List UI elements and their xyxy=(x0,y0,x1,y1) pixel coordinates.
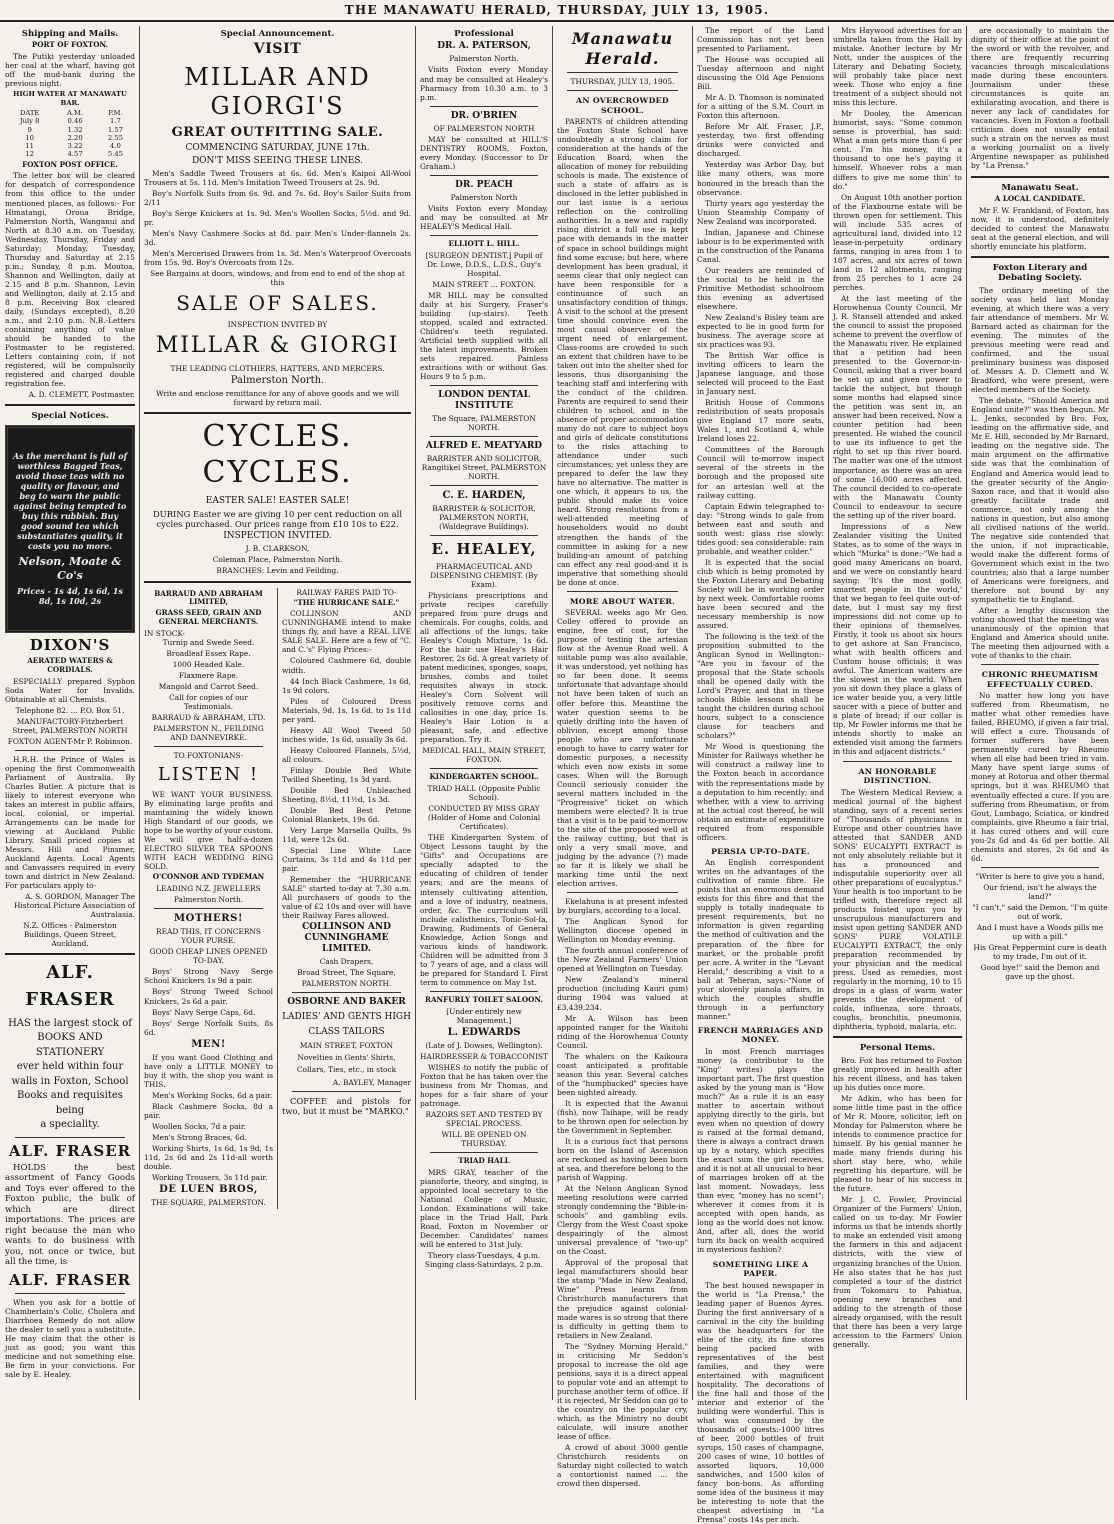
divider xyxy=(15,1137,125,1138)
listen: LISTEN ! xyxy=(144,764,273,786)
collinson-text: COLLINSON AND CUNNINGHAME intend to make things fly, and have a REAL LIVE SALE SALE. Here are a few of "C. and C.'s" Flying Prices:- xyxy=(282,609,411,654)
cycles-title: CYCLES. CYCLES. xyxy=(144,419,411,492)
firm-name: MILLAR & GIORGI xyxy=(144,333,411,360)
harden-sub: BARRISTER & SOLICITOR, PALMERSTON NORTH, (Waldegrave Buildings). xyxy=(420,504,548,531)
tide-cell: 2.20 xyxy=(54,134,96,142)
tide-cell: 1.7 xyxy=(96,117,135,125)
prince-text: H.R.H. the Prince of Wales is opening the first Commonwealth Parliament of Australia. By Charles Butler. A picture that is likely to interest everyone who takes an interest in public affairs, local, colonial, or imperial. Arrangements can be made for viewing at Auckland Public Library. Small priced copies at Messrs. Hill and Pinsmer, Auckland Agents. Local Agents and Canvassers required in every town and district in New Zealand. For particulars apply to- xyxy=(5,755,135,890)
divider xyxy=(430,535,538,536)
literary-text: The ordinary meeting of the society was held last Monday evening, at which there was a very fair attendance of members. Mr W. Barnard acted as chairman for the evening. The minutes of the previous meeting were read and confirmed, and the usual preliminary business was disposed of. Messrs A. D. Clemett and W. Bradford, who were present, were elected members of the Society. xyxy=(971,286,1109,394)
continued-text: are occasionally to maintain the dignity of their office at the point of the sword or with the revolver, and there are frequently recurring vacancies through miscalculations made during these encounters. Journalism under these circumstances is quite an exhilarating avocation, and there is never any lack of candidates for vacancies. Even in Foxton a football criticism does not usually entail such a strain on the nerves as must a working journalist on a lively Argentine newspaper as published by "La Prensa." xyxy=(971,26,1109,171)
news-item: The whalers on the Kaikoura coast anticipated a profitable season this year. Several catches of the "humpbacked" species have been sighted already. xyxy=(557,1052,688,1097)
barraud-sub: GRASS SEED, GRAIN AND GENERAL MERCHANTS. xyxy=(144,609,273,627)
news-item: Our readers are reminded of the social to be held in the Primitive Methodist schoolroom this evening as advertised elsewhere. xyxy=(697,266,824,311)
sale-title: GREAT OUTFITTING SALE. xyxy=(144,125,411,141)
barraud-firm: BARRAUD & ABRAHAM, LTD. xyxy=(144,713,273,722)
column-6 xyxy=(830,26,965,1400)
divider xyxy=(430,436,538,437)
divider xyxy=(430,385,538,386)
news-item: Mr A. Wilson has been appointed ranger for the Waitohi riding of the Horowhenua County Council. xyxy=(557,1014,688,1050)
list-item: Working Trousers, 3s 11d pair. xyxy=(144,1173,273,1182)
fraser-name: ALF. FRASER xyxy=(5,1142,135,1160)
table-row xyxy=(5,126,135,134)
clarkson: J. B. CLARKSON, xyxy=(144,544,411,553)
post-text: The letter box will be cleared for despatch of correspondence from this office to the under mentioned places, as follows:- For Himatangi, Oroua Bridge, Palmerston North, Wanganui and North at 8.30 a.m. on Tuesday, Wednesday, Thursday, Friday and Saturday; Monday, Tuesday, Thursday and Saturday at 2.15 p.m.; Sunday, 8 p.m. Moutoa, Shannon and Wellington, daily at 2.15 and 8 p.m. Shannon, Levin and Wellington, daily at 2.15 and 8 p.m. Receiving Box cleared daily, (Sundays excepted), 8.20 a.m., and 2.10 p.m. N.B.-Letters containing anything of value should be handed to the Postmaster to be registered. Letters containing coin, if not registered, will be compulsorily registered and charged double registration fee. xyxy=(5,171,135,388)
literary-title: Foxton Literary and Debating Society. xyxy=(971,263,1109,284)
prince-sign: A. S. GORDON, Manager The Historical Picture Association of Australasia. xyxy=(5,892,135,919)
kg-title: KINDERGARTEN SCHOOL. xyxy=(420,773,548,782)
fraser-books-ad xyxy=(5,960,135,1132)
list-item: Boys' Strong Navy Serge School Knickers 1s 9d a pair. xyxy=(144,967,273,985)
tide-table xyxy=(5,109,135,159)
railway-title: RAILWAY FARES PAID TO- xyxy=(282,588,411,597)
tide-cell: 5.45 xyxy=(96,150,135,158)
column-2 xyxy=(141,26,414,1400)
obrien-text: MAY be consulted at HILL'S DENTISTRY ROOMS, Foxton, every Monday. (Successor to Dr Graham.) xyxy=(420,135,548,171)
collinson-town: PALMERSTON NORTH. xyxy=(282,979,411,988)
list-item: Men's Strong Braces, 6d. xyxy=(144,1133,273,1142)
obrien: DR. O'BRIEN xyxy=(420,111,548,122)
meatyard-sub: BARRISTER AND SOLICITOR, Rangitikei Street, PALMERSTON NORTH. xyxy=(420,454,548,481)
news-item: On August 10th another portion of the Flaxbourne estate will be thrown open for settlement. This will include 535 acres of agricultural land, divided into 12 lease-in-perpetuity ordinary farms, ranging in area from 1 to 187 acres, and six acres of town land in 12 allotments, ranging from 25 perches to 1 acre 24 perches. xyxy=(833,193,962,292)
news-item: Indian, Japanese and Chinese labour is to be experimented with in the construction of the Panama Canal. xyxy=(697,228,824,264)
firm-town: Palmerston North. xyxy=(144,375,411,387)
poem-line: "I can't," said the Demon, "I'm quite out of work, xyxy=(971,903,1109,921)
news-item: The fourth annual conference of the New Zealand Farmers' Union opened at Wellington on Tuesday. xyxy=(557,946,688,973)
french-title: FRENCH MARRIAGES AND MONEY. xyxy=(697,1026,824,1045)
section-title: Professional xyxy=(420,29,548,39)
tide-cell: 10 xyxy=(5,134,54,142)
persia-text: An English correspondent writes on the advantages of the cultivation of ramie fibre. He points that an enormous demand exists for this fibre and that the supply is totally inadequate to present requirements, but no information is given regarding the method of cultivation and the preparation of the fibre for market, or the probable profit per acre. A writer in the "Levant Herald," describing a visit to a ball at Teheran, says:-"None of your slovenly pianola affairs, in which the couples shuffle through in a perfunctory manner." xyxy=(697,858,824,1021)
news-item: Mr Dooley, the American humorist, says: "Some common sense is proverbial, has said: What a man gets more than 6 per cent. I'm his money, it's a thousand to one he's paying it himself. Whoever robs a man differs to give me some thin' to do." xyxy=(833,109,962,190)
dixon-address: MANUFACTORY-Fitzherbert Street, PALMERSTON NORTH xyxy=(5,717,135,735)
fraser-line: BOOKS AND STATIONERY xyxy=(5,1031,135,1060)
triad-text: MRS GRAY, teacher of the pianoforte, theory, and singing, is appointed local secretary to the National College of Music, London. Examinations will take place in the Triad Hall, Park Road, Foxton in November or December. Candidates' names will be entered to 31st July. xyxy=(420,1168,548,1249)
dixon-agent: FOXTON AGENT-Mr P. Robinson. xyxy=(5,737,135,746)
rheumatism-title: CHRONIC RHEUMATISM EFFECTUALLY CURED. xyxy=(971,670,1109,689)
news-item: Mr J. C. Fowler, Provincial Organizer of the Farmers' Union, called on us to-day. Mr Fowler informs us that he intends shortly to make an extended visit among the farmers in this and adjacent districts, with the view of organizing branches of the Union. He also states that he has just completed a tour of the district from Tokomaru to Pahiatua, opening new branches and adding to the strength of those already organised, with the result that there has been a very large accession to the Farmers' Union generally. xyxy=(833,1195,962,1349)
list-item: Flaxmere Rape. xyxy=(144,671,273,680)
peach-text: Visits Foxton every Monday, and may be consulted at Mr HEALEY'S Medical Hall. xyxy=(420,204,548,231)
listen-text: WE WANT YOUR BUSINESS. By eliminating large profits and maintaining the widely known High Standard of our goods, we hope to be worthy of your custom. We will give half-a-dozen ELECTRO SILVER TEA SPOONS WITH EACH WEDDING RING SOLD. xyxy=(144,790,273,871)
divider xyxy=(430,1152,538,1153)
list-item: Mangold and Carrot Seed. xyxy=(144,682,273,691)
elliott-sub: [SURGEON DENTIST.] Pupil of Dr. Lowe, D.D.S., L.D.S., Guy's Hospital. xyxy=(420,251,548,278)
write: Write and enclose remittance for any of above goods and we will forward by return mail. xyxy=(144,389,411,407)
elliott: ELLIOTT L. HILL. xyxy=(420,240,548,249)
men: MEN! xyxy=(144,1039,273,1051)
news-item: A crowd of about 3000 gentle Christchurch residents on Saturday night collected to watch a contortionist named ... the crowd then dispersed. xyxy=(557,1443,688,1488)
elliott-text: MR HILL may be consulted daily at his Surgery, Fraser's building (up-stairs). Teeth stopped, scaled and extracted. Children's teeth regulated. Artificial teeth supplied with all the latest improvements. Broken sets repaired. Painless extractions with or without Gas. Hours 9 to 5 p.m. xyxy=(420,291,548,381)
tea-ad-text: As the merchant is full of worthless Bagged Teas, avoid those teas with no quality or flavour, and beg to warn the public against being tempted to buy this rubbish. Buy good sound tea which substantiates quality, it costs you no more. xyxy=(12,451,128,551)
news-item: The Anglican Synod for Wellington diocese opened in Wellington on Monday evening. xyxy=(557,917,688,944)
list-item: Double Bed Best Petone Colonial Blankets, 19s 6d. xyxy=(282,806,411,824)
fraser-line: a speciality. xyxy=(5,1118,135,1133)
dixon-title: DIXON'S xyxy=(5,636,135,654)
healey-address: MEDICAL HALL, MAIN STREET, FOXTON. xyxy=(420,746,548,764)
deluen: DE LUEN BROS, xyxy=(144,1184,273,1196)
news-item: It is expected that the Awanui (fish), now Taihape, will be ready to be thrown open for selection by the Government in September. xyxy=(557,1099,688,1135)
french-text: In most French marriages money (a contributor to the "King" writes) plays the important part. The first question asked by the young man is "How much?" As a rule it is an easy matter to ascertain without applying directly to the girls, but even when no question of dowry is raised at the formal demand, there is always a contract drawn up by a notary, which specifies the exact sum the girl receives, and it is not at all unusual to hear of marriages broken off at the last moment. Nowadays, less than ever, "money has no scent"; wherever it comes from it is accepted with open hands, as long as the world does not know. And, after all, does the world turn its back on wealth acquired in mysterious fashion? xyxy=(697,1047,824,1255)
firm-sub: THE LEADING CLOTHIERS, HATTERS, AND MERCERS. xyxy=(144,364,411,373)
commencing: COMMENCING SATURDAY, JUNE 17th. xyxy=(144,143,411,154)
section-title: Special Announcement. xyxy=(144,29,411,39)
dixon-tel: Telephone 82. ... P.O. Box 51. xyxy=(5,706,135,715)
collinson-sub: Cash Drapers, xyxy=(282,957,411,966)
column-rule xyxy=(692,26,693,1400)
dental-sub: The Square, PALMERSTON NORTH. xyxy=(420,414,548,432)
news-item: Ekelahuna is at present infested by burglars, according to a local. xyxy=(557,897,688,915)
column-rule xyxy=(552,26,553,1400)
obrien-town: OF PALMERSTON NORTH xyxy=(420,124,548,133)
list-item: Finlay Double Bed White Twilled Sheeting, 1s 3d yard. xyxy=(282,766,411,784)
poem-line: Our friend, isn't he always the land?" xyxy=(971,883,1109,901)
firm-name: MILLAR AND GIORGI'S xyxy=(144,63,411,122)
tea-ad-prices: Prices - 1s 4d, 1s 6d, 1s 8d, 1s 10d, 2s xyxy=(12,586,128,606)
table-row xyxy=(5,150,135,158)
men-text: If you want Good Clothing and have only a LITTLE MONEY to buy it with, the shop you want is THIS. xyxy=(144,1053,273,1089)
divider xyxy=(567,90,678,91)
news-item: Committees of the Borough Council will to-morrow inspect several of the streets in the borough and the proposed site for an artesian well at the railway cutting. xyxy=(697,445,824,499)
column-rule xyxy=(277,588,278,1210)
kg-sub: TRIAD HALL (Opposite Public School). xyxy=(420,784,548,802)
coffee: COFFEE and pistols for two, but it must be "MARKO." xyxy=(282,1096,411,1117)
column-7 xyxy=(968,26,1112,1400)
news-item: The House was occupied all Tuesday afternoon and night discussing the Old Age Pensions Bill. xyxy=(697,55,824,91)
divider xyxy=(981,664,1099,665)
fraser-line: ever held within four xyxy=(5,1060,135,1075)
kg-text: THE Kindergarten System of Object Lessons taught by the "Gifts" and Occupations are specially adapted to the educating of children of tender years; and are the means of intensely cultivating attention, and a love of industry, neatness, order, &c. The curriculum will include calisthenics, Tonic-Sol-fa, Drawing, Rudiments of General Knowledge, Action Songs and various kinds of handiwork. Children will be admitted from 3 to 7 years of age, and a class will be prepared for Standard I. First term to commence on May 1st. xyxy=(420,833,548,987)
news-item: Impressions of a New Zealander visiting the United States, as to some of the ways in which "Murka" is done:-"We had a good many Americans on board, and we were on constantly heard saying: 'It's the most godly, smartest people in the world,' that we began to feel quite out-of-date, but I must say my first impressions did not come up to their opinions of themselves. Firstly, it took us about six hours to get ashore at San Francisco, what with health officers and Custom house officials; it was awful. The American waiters are the slowest in the world. When you sit down they place a glass of ice water beside you, a very little saucer with a piece of butter and a plate of bread; if our collar is tip, Mr Fowler informs me that he intends shortly to make an extended visit among the farmers in this and adjacent districts." xyxy=(833,522,962,757)
divider xyxy=(15,1293,125,1294)
edwards-sub: (Late of J. Dowses, Wellington). xyxy=(420,1041,548,1050)
dixon-sub: AERATED WATERS & CORDIALS. xyxy=(5,657,135,675)
sale-of-sales: SALE OF SALES. xyxy=(144,291,411,315)
divider xyxy=(154,746,263,747)
post-sign: A. D. CLEMETT, Postmaster. xyxy=(5,390,135,399)
fraser-line: HAS the largest stock of xyxy=(5,1017,135,1032)
peach: DR. PEACH xyxy=(420,180,548,191)
elliott-address: MAIN STREET ... FOXTON. xyxy=(420,280,548,289)
seat-sub: A LOCAL CANDIDATE. xyxy=(971,195,1109,204)
col2-lower xyxy=(144,588,411,1210)
paper-date: THURSDAY, JULY 13, 1905. xyxy=(557,77,688,86)
column-3 xyxy=(417,26,551,1400)
col2-lower-right xyxy=(282,588,411,1210)
bayley: A. BAYLEY, Manager xyxy=(282,1078,411,1087)
list-item: Special Line White Lace Curtains, 3s 11d and 4s 11d per pair. xyxy=(282,846,411,873)
tide-cell: 3.22 xyxy=(54,142,96,150)
column-1 xyxy=(2,26,138,1400)
tide-cell: 4.57 xyxy=(54,150,96,158)
cheap-lines: GOOD CHEAP LINES OPENED TO-DAY. xyxy=(144,947,273,965)
divider xyxy=(971,176,1109,178)
sale-line: Boy's Norfolk Suits from 6s. 9d. and 7s. 6d. Boy's Sailor Suits from 2/11 xyxy=(144,189,411,207)
list-item: Woollen Socks, 7d a pair. xyxy=(144,1122,273,1131)
healey-text: Physicians prescriptions and private recipes carefully prepared from pure drugs and chemicals. For coughs, colds, and all affections of the lungs, take Healey's Cough Mixture, 1s 6d. For the hair use Healey's Hair Restorer, 2s 6d. A great variety of patent medicines, sponges, soaps, brushes, combs and toilet requisites always in stock. Healey's Corn Solvent will positively remove corns and callosities in one day, price 1s. Healey's Hair Lotion is a pleasant, safe, and effective preparation. Try it. xyxy=(420,591,548,745)
divider xyxy=(833,1036,962,1038)
inspection: INSPECTION INVITED BY xyxy=(144,320,411,329)
healey-sub: PHARMACEUTICAL AND DISPENSING CHEMIST. (By Exam). xyxy=(420,562,548,589)
oconnor-sub: LEADING N.Z. JEWELLERS xyxy=(144,884,273,893)
tide-cell: 9 xyxy=(5,126,54,134)
tide-cell: 4.0 xyxy=(96,142,135,150)
oconnor-town: Palmerston North. xyxy=(144,895,273,904)
peach-town: Palmerston North xyxy=(420,193,548,202)
poem-line: Good bye!" said the Demon and gave up the ghost. xyxy=(971,963,1109,981)
deluen-sub: THE SQUARE, PALMERSTON. xyxy=(144,1198,273,1207)
paterson-town: Palmerston North. xyxy=(420,54,548,63)
bargains: See Bargains at doors, windows, and from end to end of the shop at this xyxy=(144,269,411,287)
news-item: The British War office is inviting officers to learn the Japanese language, and those selected will proceed to the East in January next. xyxy=(697,351,824,396)
osborne-note: Novelties in Gents' Shirts, Collars, Ties, etc., in stock xyxy=(282,1052,411,1076)
column-rule xyxy=(415,26,416,1400)
tide-cell: 12 xyxy=(5,150,54,158)
news-item: Mrs Haywood advertises for an umbrella taken from the Hall by mistake. Another lecture by Mr Nott, under the auspices of the Literary and Debating Society, will probably take place next week. Those who enjoy a fine treatment of a subject should not miss this lecture. xyxy=(833,26,962,107)
literary-text: The debate, "Should America and England unite?" was then begun. Mr L. Jenks, seconded by Bro. Fox, leading on the affirmative side, and Mr E. Hill, seconded by Mr Barnard, leading on the negative side. The main argument on the affirmative side was that the combination of England and America would lead to the greater security of the Anglo-Saxon race, and that it would also greatly facilitate trade and commerce, not only among the nations in question, but also among all civilised nations of the world. The negative side contended that the union, if not impracticable, would make the different forms of Government which exist in the two countries; also that a large number of Americans were foreigners, and therefore not bound by any sympathetic tie to England. xyxy=(971,396,1109,604)
list-item: Boys' Serge Norfolk Suits, 8s 6d. xyxy=(144,1019,273,1037)
triad-class: Theory class-Tuesdays, 4 p.m. Singing class-Saturdays, 2 p.m. xyxy=(420,1251,548,1269)
collinson-address: Broad Street, The Square, xyxy=(282,968,411,977)
divider xyxy=(5,404,135,406)
barraud-stock: IN STOCK- xyxy=(144,629,273,638)
branches: BRANCHES: Levin and Feilding. xyxy=(144,566,411,575)
paper-name: Manawatu Herald. xyxy=(557,29,688,68)
divider xyxy=(430,106,538,107)
list-item: Black Cashmere Socks, 8d a pair. xyxy=(144,1102,273,1120)
tea-ad-brand: Nelson, Moate & Co's xyxy=(12,555,128,583)
poem-line: And I must have a Woods pills me up with a pill." xyxy=(971,923,1109,941)
foxtonians: TO FOXTONIANS- xyxy=(144,751,273,760)
fraser-line: Books and requisites being xyxy=(5,1089,135,1118)
news-item: Mr A. D. Thomson is nominated for a sitting of the S.M. Court in Foxton this afternoon. xyxy=(697,93,824,120)
column-rule xyxy=(139,26,140,1400)
seat-title: Manawatu Seat. xyxy=(971,183,1109,193)
sale-line: Men's Navy Cashmere Socks at 8d. pair Men's Under-flannels 2s. 3d. xyxy=(144,229,411,247)
mothers-text: READ THIS, IT CONCERNS YOUR PURSE. xyxy=(144,927,273,945)
dont-miss: DON'T MISS SEEING THESE LINES. xyxy=(144,156,411,167)
list-item: Working Shirts, 1s 6d, 1s 9d, 1s 11d, 2s 6d and 2s 11d-all worth double. xyxy=(144,1144,273,1171)
tide-header-row xyxy=(5,109,135,117)
collinson-note: Remember the "HURRICANE SALE" started to-day at 7.30 a.m. All purchasers of goods to the value of £2 10s and over will have their Railway Fares allowed. xyxy=(282,875,411,920)
divider xyxy=(430,175,538,176)
tide-cell: July 8 xyxy=(5,117,54,125)
distinction-text: The Western Medical Review, a medical journal of the highest standing, says of a recent series of "Thousands of physicians in Europe and other countries have attested that SANDER AND SONS' EUCALYPTI EXTRACT is not only absolutely reliable but it has a pronounced and indisputable superiority over all other preparations of eucalyptus." Your health is too important to be trifled with, therefore reject all products foisted upon you by unscrupulous manufacturers and insist upon getting SANDER AND SONS' PURE VOLATILE EUCALYPTI EXTRACT, the only preparation recommended by your physician and the medical press. Used as remedies, most regularly in the morning, 10 to 15 drops in a glass of warm water prevents the development of colds, influenza, sore throats, coughs, bronchitis, pneumonia, diphtheria, typhoid, malaria, etc. xyxy=(833,788,962,1032)
news-item: It is expected that the social club which is being promoted by the Foxton Literary and Debating Society will be in working order by next week. Comfortable rooms have been secured and the necessary membership is now assured. xyxy=(697,558,824,630)
barraud-title: BARRAUD AND ABRAHAM LIMITED, xyxy=(144,590,273,608)
divider xyxy=(567,72,678,73)
paper-title: SOMETHING LIKE A PAPER. xyxy=(697,1260,824,1279)
news-item: Bro. Fox has returned to Foxton greatly improved in health after his recent illness, and has taken up his duties once more. xyxy=(833,1056,962,1092)
table-row xyxy=(5,117,135,125)
list-item: Double Bed Unbleached Sheeting, 8½d, 11½d, 1s 3d. xyxy=(282,786,411,804)
divider xyxy=(15,750,125,751)
news-item: New Zealand's mineral production (including Kauri gum) during 1904 was valued at £3,439,234. xyxy=(557,975,688,1011)
hairdresser: HAIRDRESSER & TOBACCONIST xyxy=(420,1052,548,1061)
masthead xyxy=(0,0,1114,22)
barraud-call: Call for copies of our Testimonials. xyxy=(144,693,273,711)
list-item: Turnip and Swede Seed. xyxy=(144,638,273,647)
clarkson-address: Coleman Place, Palmerston North. xyxy=(144,555,411,564)
oconnor: O'CONNOR AND TYDEMAN xyxy=(144,873,273,882)
list-item: Heavy All Wool Tweed 50 inches wide, 1s 6d, usually 3s 6d. xyxy=(282,726,411,744)
news-item: Mr Adkin, who has been for some little time past in the office of Mr R. Moore, solicitor, left on Monday for Palmerston where he intends to commence practice for himself. By his genial manner he made many friends during his short stay here, who, while regretting his departure, will be pleased to hear of his success in the future. xyxy=(833,1094,962,1193)
divider xyxy=(843,761,952,762)
poem-line: His Great Peppermint cure is death to my trade, I'm out of it. xyxy=(971,943,1109,961)
news-item: New Zealand's Bisley team are expected to be in good form for business. The average score at six practices was 93. xyxy=(697,313,824,349)
hurricane: "THE HURRICANE SALE." xyxy=(282,599,411,608)
osborne: OSBORNE AND BAKER xyxy=(282,997,411,1008)
fraser-name: ALF. FRASER xyxy=(5,960,135,1012)
easter: EASTER SALE! EASTER SALE! xyxy=(144,496,411,507)
visit-heading: VISIT xyxy=(144,41,411,58)
persia-title: PERSIA UP-TO-DATE. xyxy=(697,847,824,857)
mothers: MOTHERS! xyxy=(144,913,273,925)
healey: E. HEALEY, xyxy=(420,540,548,558)
divider xyxy=(567,591,678,592)
divider xyxy=(430,235,538,236)
sale-line: Boy's Serge Knickers at 1s. 9d. Men's Woollen Socks, 5½d. and 9d. pr. xyxy=(144,209,411,227)
divider xyxy=(971,256,1109,258)
water-text: SEVERAL weeks ago Mr Geo. Colley offered to provide an engine, free of cost, for the purpose of testing the artesian flow at the Avenue Road well. A suitable pump was also available, it was understood, yet nothing has so far been done. It seems unfortunate that advantage should not have been taken of such an offer before this. Meantime the water question seems to be quietly drifting into the haven of oblivion, except among those people who are unfortunate enough to have to carry water for domestic purposes, a necessity which even now exists in some cases. When will the Borough Council seriously consider the several matters included in the "Progressive" ticket on which members were elected? It is true that a visit is to be paid to-morrow to the site of the proposed well at the railway cutting, but that is only a very small move, and judging by the advance (?) made so far it is likely we shall be marking time until the next election arrives. xyxy=(557,608,688,888)
news-item: Approval of the proposal that legal manufacturers should bear the stamp "Made in New Zealand, Wine" Press learns from Christchurch manufacturers that the prejudice against colonial-made wares is so strong that there is difficulty in getting them to retailers in New Zealand. xyxy=(557,1258,688,1339)
razors: RAZORS SET AND TESTED BY SPECIAL PROCESS. xyxy=(420,1110,548,1128)
news-item: Captain Edwin telegraphed to-day: "Strong winds to gale from between east and south and south west: glass rise slowly: tides good: sea considerable: rain probable, and weather colder." xyxy=(697,502,824,556)
divider xyxy=(292,1091,401,1092)
list-item: Heavy Coloured Flannels, 5½d, all colours. xyxy=(282,746,411,764)
ranfurly: RANFURLY TOILET SALOON. xyxy=(420,996,548,1005)
edwards: L. EDWARDS xyxy=(420,1027,548,1039)
list-item: Men's Working Socks, 6d a pair. xyxy=(144,1091,273,1100)
collinson-name: COLLINSON AND CUNNINGHAME LIMITED. xyxy=(282,922,411,955)
tide-cell: 2.55 xyxy=(96,134,135,142)
section-title: Shipping and Mails. xyxy=(5,29,135,39)
divider xyxy=(154,908,263,909)
osborne-sub: LADIES' AND GENTS HIGH CLASS TAILORS xyxy=(282,1010,411,1039)
list-item: Broadleaf Essex Rape. xyxy=(144,649,273,658)
divider xyxy=(981,867,1099,868)
kg-conducted: CONDUCTED BY MISS GRAY (Holder of Home and Colonial Certificates). xyxy=(420,804,548,831)
column-rule xyxy=(828,26,829,1400)
news-item: British House of Commons redistribution of seats proposals give England 17 more seats, Wales 1, and Scotland 4, while Ireland loses 22. xyxy=(697,398,824,443)
list-item: Boys' Navy Serge Caps, 6d. xyxy=(144,1008,273,1017)
column-rule xyxy=(966,26,967,1400)
list-item: 44 Inch Black Cashmere, 1s 6d, 1s 9d colors. xyxy=(282,677,411,695)
literary-text: After a lengthy discussion the voting showed that the meeting was unanimously of the opinion that England and America should unite. The meeting then adjourned with a vote of thanks to the chair. xyxy=(971,606,1109,660)
tide-header: A.M. xyxy=(54,109,96,117)
fraser-fancy-text: HOLDS the best assortment of Fancy Goods and Toys ever offered to the Foxton public, the bulk of which are direct importations. The prices are right because the man who wants to do business with you, not once or twice, but all the time, is xyxy=(5,1163,135,1268)
divider xyxy=(144,581,411,583)
divider xyxy=(567,892,678,893)
section-title: Special Notices. xyxy=(5,411,135,421)
list-item: Piles of Coloured Dress Materials, 9d, 1s, 1s 6d, to 1s 11d per yard. xyxy=(282,697,411,724)
list-item: Boys' Strong Tweed School Knickers, 2s 6d a pair. xyxy=(144,987,273,1005)
port-title: PORT OF FOXTON. xyxy=(5,41,135,50)
column-5 xyxy=(694,26,827,1400)
cycles-inspection: INSPECTION INVITED. xyxy=(144,531,411,542)
masthead-title: THE MANAWATU HERALD, THURSDAY, JULY 13, 1905. xyxy=(345,3,769,18)
divider xyxy=(144,412,411,414)
opened: WILL BE OPENED ON THURSDAY. xyxy=(420,1130,548,1148)
tide-cell: 1.57 xyxy=(96,126,135,134)
cycles-text: DURING Easter we are giving 10 per cent reduction on all cycles purchased. Our prices range from £10 10s to £22. xyxy=(144,509,411,530)
col2-lower-left xyxy=(144,588,273,1210)
poem-line: "Writer is here to give you a hand, xyxy=(971,872,1109,881)
divider xyxy=(292,992,401,993)
fraser-sign: ALF. FRASER xyxy=(5,1271,135,1289)
chamberlain-text: When you ask for a bottle of Chamberlain's Colic, Cholera and Diarrhoea Remedy do not allow the dealer to sell you a substitute. He may claim that the other is just as good; you want this medicine and not something else. Be firm in your convictions. For sale by E. Healey. xyxy=(5,1298,135,1379)
fraser-line: walls in Foxton, School xyxy=(5,1075,135,1090)
triad: TRIAD HALL xyxy=(420,1157,548,1166)
paper-text: The best housed newspaper in the world is "La Prensa," the leading paper of Buenos Ayres. During the first anniversary of a carnival in the city the building was the headquarters for the elite of the city, its fine stores being packed with representatives of the best families, and they were entertained with magnificent hospitality. The decorations of the fine hall and those of the interior and exterior of the building were wonderful. This is what was consumed by the thousands of guests:-1000 litres of beer, 2000 bottles of fruit syrups, 150 cases of champagne, 200 cases of wine, 10 bottles of assorted liquors, 10,000 sandwiches, and 1500 kilos of fancy bon-bons. As affording some idea of the business it may be interesting to note that the cheapest advertising in "La Prensa" costs 14s per inch. xyxy=(697,1281,824,1524)
post-title: FOXTON POST OFFICE. xyxy=(5,161,135,170)
tea-advertisement xyxy=(5,425,135,633)
harden: C. E. HARDEN, xyxy=(420,490,548,502)
edwards-text: WISHES to notify the public of Foxton that he has taken over the business from Mr Thomas, and hopes for a fair share of your patronage. xyxy=(420,1063,548,1108)
editorial-text: PARENTS of children attending the Foxton State School have undoubtedly a strong claim for consideration at the hands of the Education Board, when the allocation of money for rebuilding schools is made. The existence of such a state of affairs as is disclosed in the letter published in our last issue is a serious reflection on the controlling authorities. In a new and rapidly rising district a full use is kept pace with demands in the matter of space in school buildings might find some excuse; but here, where development has been gradual, it seems clear that only neglect can have been responsible for a continuance of such an unsatisfactory condition of things. A visit to the school at the present time should convince even the most casual observer of the urgent need of enlargement. Class-rooms are crowded to such an extent that children have to be taken out into the shelter shed for lessons, thus disorganising the teaching staff and interfering with the conduct of the children. Parents are required to send their children to school, and in the absence of proper accommodation many do not care to subject boys and girls of delicate constitutions to the risks attaching to attendance under such circumstances; yet unless they are prepared to defer the law they have no alternative. The matter is one which, it appears to us, the public should make its voice heard. Strong resolutions from a well-attended meeting of householders would no doubt strengthen the hands of the committee in asking for a new building-an amount of patching can effect any real good-and it is imperative that something should be done at once. xyxy=(557,117,688,587)
dixon-text: ESPECIALLY prepared Syphon Soda Water for Invalids. Obtainable at all Chemists. xyxy=(5,677,135,704)
tide-header: DATE xyxy=(5,109,54,117)
divider xyxy=(430,768,538,769)
news-item: Mr Wood is questioning the Minister for Railways whether he will construct a railway line to the Foxton beach in accordance with the representations made by a deputation to him recently; and whether, with a view to arriving at the actual cost thereof, he will obtain an estimate of expenditure required from responsible officers. xyxy=(697,742,824,841)
barraud-towns: PALMERSTON N., FEILDING AND DANNEVIRKE. xyxy=(144,724,273,742)
paterson: DR. A. PATERSON, xyxy=(420,41,548,52)
divider xyxy=(5,953,135,955)
ranfurly-sub: [Under entirely new Management.] xyxy=(420,1007,548,1025)
news-item: At the last meeting of the Horowhenua County Council, Mr J. R. Stansell attended and asked the council to assist the proposed scheme to prevent the overflow of the Manawatu river. He explained that a petition had been presented to the Governor-in-Council, asking that a river board be set up and given power to tackle the subject, but though some months had elapsed since the petition was sent in, an answer had been received. Now a counter petition had been presented. He wished the council to use its influence to get the right to set up this river board. The matter was one of the utmost importance, as there was an area of some 16,000 acres affected. The council decided to co-operate with the Manawatu County Council to endeavour to secure the setting up of the river board. xyxy=(833,294,962,520)
tide-cell: 0.46 xyxy=(54,117,96,125)
news-item: The "Sydney Morning Herald," in criticising Mr Seddon's proposal to increase the old age pensions, says it is a direct appeal to popular vote and an attempt to purchase another term of office. If it is rejected, Mr Seddon can go to the country on the popular cry, which, as the Ministry no doubt calculate, will insure another lease of office. xyxy=(557,1342,688,1441)
distinction-title: AN HONORABLE DISTINCTION. xyxy=(833,767,962,786)
list-item: Coloured Cashmere 6d, double width. xyxy=(282,656,411,674)
divider xyxy=(430,991,538,992)
list-item: Very Large Marsella Quilts, 9s 11d, were 12s 6d. xyxy=(282,826,411,844)
personal-title: Personal Items. xyxy=(833,1043,962,1053)
paterson-text: Visits Foxton every Monday and may be consulted at Healey's Pharmacy from 10.30 a.m. to 3 p.m. xyxy=(420,65,548,101)
column-4 xyxy=(554,26,691,1400)
tide-cell: 11 xyxy=(5,142,54,150)
news-item: The report of the Land Commission has not yet been presented to Parliament. xyxy=(697,26,824,53)
news-item: Before Mr Alf. Fraser, J.P., yesterday, two first offending drunks were convicted and discharged. xyxy=(697,122,824,158)
table-row xyxy=(5,134,135,142)
news-item: Yesterday was Arbor Day, but like many others, was more honoured in the breach than the observance. xyxy=(697,160,824,196)
tide-cell: 1.32 xyxy=(54,126,96,134)
osborne-address: MAIN STREET, FOXTON xyxy=(282,1041,411,1050)
table-row xyxy=(5,142,135,150)
prince-office: N.Z. Offices - Palmerston Buildings, Queen Street, Auckland. xyxy=(5,921,135,948)
tide-header: P.M. xyxy=(96,109,135,117)
rheumatism-text: No matter how long you have suffered from Rheumatism, no matter what other remedies have failed, RHEUMO, if given a fair trial, will effect a cure. Thousands of former sufferers have been permanently cured by Rheumo when all else had been tried in vain. Many have spent large sums of money at Rotorua and other thermal springs, but it was RHEUMO that eventually effected a cure. If you are suffering from Rheumatism, or from Gout, Lumbago, Sciatica, or kindred complaints, give Rheumo a fair trial, it has cured others and will cure you-2s 6d and 4s 6d per bottle. All chemists and stores, 2s 6d and 4s 6d. xyxy=(971,691,1109,863)
tide-title: HIGH WATER AT MANAWATU BAR. xyxy=(5,90,135,107)
editorial-title: AN OVERCROWDED SCHOOL. xyxy=(557,96,688,115)
port-text: The Putiki yesterday unloaded her coal at the wharf, having got off the mud-bank during the previous night. xyxy=(5,52,135,88)
dental: LONDON DENTAL INSTITUTE xyxy=(420,390,548,412)
news-item: At the Nelson Anglican Synod meeting resolutions were carried strongly condemning the "Bible-in-schools" and gambling evils. Clergy from the West Coast spoke despairingly of the almost universal prevalence of "two-up" on the Coast. xyxy=(557,1184,688,1256)
sale-line: Men's Saddle Tweed Trousers at 6s. 6d. Men's Kaipoi All-Wool Trousers at 5s. 11d. Men's Imitation Tweed Trousers at 2s. 9d. xyxy=(144,169,411,187)
news-item: It is a curious fact that persons born on the Island of Ascension are reckoned as having been born at sea, and therefore belong to the parish of Wapping. xyxy=(557,1137,688,1182)
water-title: MORE ABOUT WATER. xyxy=(557,597,688,607)
sale-line: Men's Mercerised Drawers from 1s. 3d. Men's Waterproof Overcoats from 15s. 9d. Boy's Overcoats from 12s. xyxy=(144,249,411,267)
list-item: 1000 Headed Kale. xyxy=(144,660,273,669)
meatyard: ALFRED E. MEATYARD xyxy=(420,441,548,452)
seat-text: Mr F. W. Frankland, of Foxton, has now, it is understood, definitely decided to contest the Manawatu seat at the general election, and will shortly enunciate his platform. xyxy=(971,206,1109,251)
divider xyxy=(430,485,538,486)
news-item: Thirty years ago yesterday the Union Steamship Company of New Zealand was incorporated. xyxy=(697,199,824,226)
news-item: The following is the text of the proposition submitted to the Anglican Synod in Wellington:-"Are you in favour of the proposal that the State schools shall be opened daily with the Lord's Prayer, and that in these schools Bible lessons shall be taught the children during school hours, subject to a conscience clause for teachers and scholars?" xyxy=(697,632,824,740)
